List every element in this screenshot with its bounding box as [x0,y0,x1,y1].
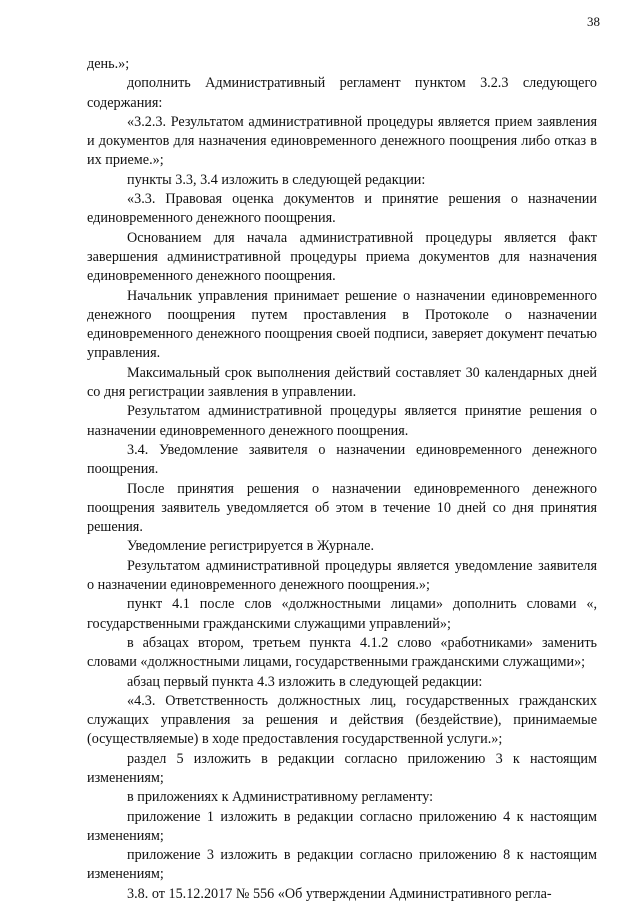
paragraph: После принятия решения о назначении единовременного денежного поощрения заявитель уведомляется об этом в течение 10 дней со дня принятия решения. [87,480,597,536]
paragraph: «4.3. Ответственность должностных лиц, государственных гражданских служащих управления за решения и действия (бездействие), принимаемые (осуществляемые) в ходе предоставления государственной услуги.»; [87,692,597,748]
page-number: 38 [587,14,600,29]
paragraph: 3.4. Уведомление заявителя о назначении единовременного денежного поощрения. [87,441,597,478]
paragraph: пункты 3.3, 3.4 изложить в следующей редакции: [127,171,426,188]
paragraph: в приложениях к Административному регламенту: [127,789,434,806]
paragraph: Уведомление регистрируется в Журнале. [127,538,374,555]
paragraph: приложение 1 изложить в редакции согласно приложению 4 к настоящим изменениям; [87,808,597,844]
paragraph: Основанием для начала административной процедуры является факт завершения административной процедуры приема документов для назначения единовременного денежного поощрения. [87,229,597,285]
paragraph: Результатом административной процедуры является уведомление заявителя о назначении единовременного денежного поощрения.»; [87,557,597,594]
paragraph: Результатом административной процедуры является принятие решения о назначении единовременного денежного поощрения. [87,403,597,439]
paragraph: 3.8. от 15.12.2017 № 556 «Об утверждении Административного регла- [127,885,552,902]
paragraph: приложение 3 изложить в редакции согласно приложению 8 к настоящим изменениям; [87,847,597,883]
paragraph: день.»; [87,56,130,72]
paragraph: «3.2.3. Результатом административной процедуры является прием заявления и документов для назначения единовременного денежного поощрения либо отказ в их приеме.»; [87,113,597,169]
paragraph: пункт 4.1 после слов «должностными лицами» дополнить словами «, государственными гражданскими служащими управлений»; [87,596,597,632]
document-body [87,55,597,904]
paragraph: в абзацах втором, третьем пункта 4.1.2 слово «работниками» заменить словами «должностными лицами, государственными гражданскими служащими»; [87,634,597,671]
paragraph: Максимальный срок выполнения действий составляет 30 календарных дней со дня регистрации заявления в управлении. [87,364,597,401]
paragraph: дополнить Административный регламент пунктом 3.2.3 следующего содержания: [87,75,597,111]
paragraph: Начальник управления принимает решение о назначении единовременного денежного поощрения путем проставления в Протоколе о назначении единовременного денежного поощрения своей подписи, заверяет документ печатью управления. [87,287,597,362]
paragraph: абзац первый пункта 4.3 изложить в следующей редакции: [127,673,483,690]
paragraph: раздел 5 изложить в редакции согласно приложению 3 к настоящим изменениям; [87,750,597,786]
paragraph: «3.3. Правовая оценка документов и принятие решения о назначении единовременного денежного поощрения. [87,191,597,227]
